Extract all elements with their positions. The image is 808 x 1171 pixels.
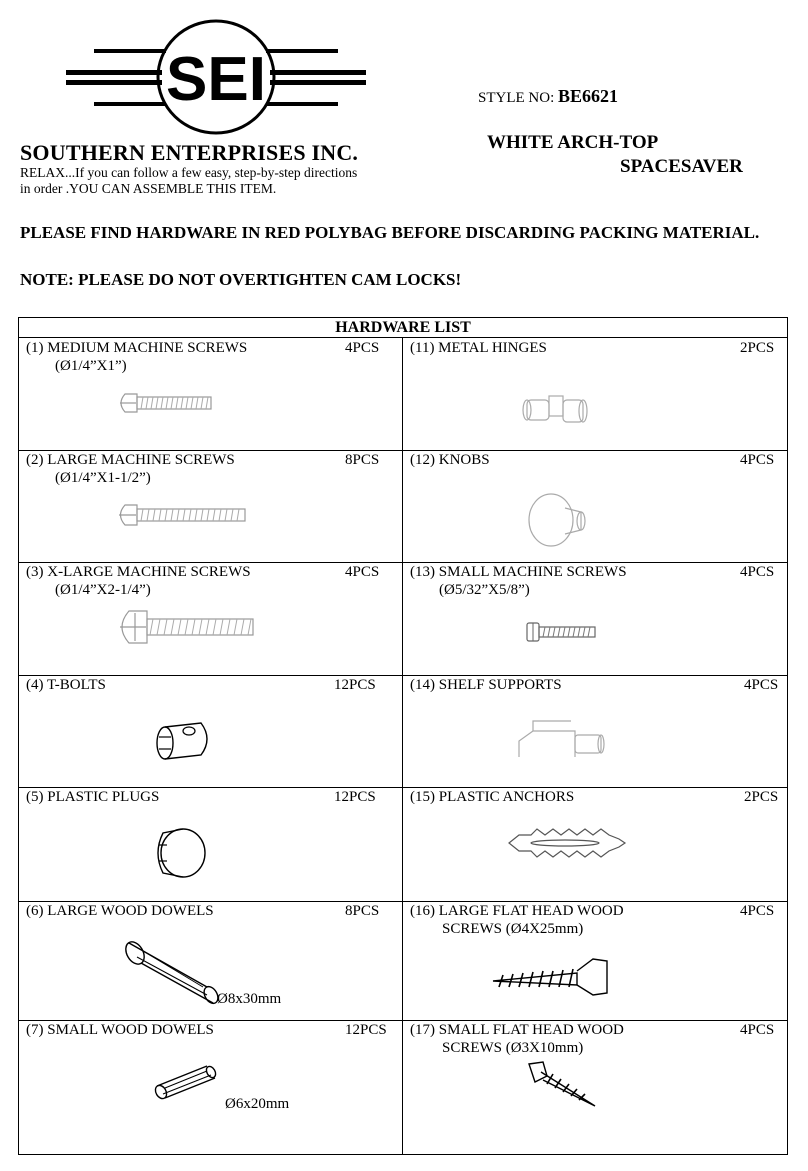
- hardware-item-11: (11) METAL HINGES 2PCS: [403, 338, 786, 450]
- large-flat-head-wood-screw-icon: [489, 957, 613, 997]
- hardware-list-title: HARDWARE LIST: [19, 318, 787, 338]
- hardware-item-7: (7) SMALL WOOD DOWELS 12PCS Ø6x20mm: [26, 1022, 387, 1112]
- medium-machine-screw-icon: [115, 388, 225, 418]
- hardware-item-4: (4) T-BOLTS 12PCS: [19, 675, 402, 787]
- hardware-item-15: (15) PLASTIC ANCHORS 2PCS: [403, 787, 786, 899]
- company-name: SOUTHERN ENTERPRISES INC.: [20, 140, 359, 165]
- hardware-item-16: (16) LARGE FLAT HEAD WOOD 4PCS SCREWS (Ø4X25mm): [403, 901, 786, 1020]
- svg-text:SEI: SEI: [166, 45, 266, 114]
- large-machine-screw-icon: [115, 500, 255, 530]
- hardware-item-3: (3) X-LARGE MACHINE SCREWS 4PCS (Ø1/4”X2-1/4”): [19, 562, 402, 674]
- t-bolt-icon: [151, 715, 221, 765]
- small-flat-head-wood-screw-icon: [523, 1060, 603, 1112]
- plastic-plug-icon: [149, 825, 209, 881]
- hardware-item-17: (17) SMALL FLAT HEAD WOOD 4PCS SCREWS (Ø3X10mm): [403, 1020, 786, 1155]
- hardware-item-2: (2) LARGE MACHINE SCREWS 8PCS (Ø1/4”X1-1/2”): [19, 450, 402, 562]
- x-large-machine-screw-icon: [115, 607, 265, 647]
- hardware-item-5: (5) PLASTIC PLUGS 12PCS: [19, 787, 402, 899]
- hardware-notice: PLEASE FIND HARDWARE IN RED POLYBAG BEFORE DISCARDING PACKING MATERIAL.: [20, 223, 760, 242]
- hardware-item-1: (1) MEDIUM MACHINE SCREWS 4PCS (Ø1/4”X1”): [19, 338, 402, 450]
- large-wood-dowel-icon: [123, 937, 223, 1007]
- hardware-list-table: [18, 317, 788, 1155]
- metal-hinge-icon: [513, 386, 593, 436]
- cam-lock-note: NOTE: PLEASE DO NOT OVERTIGHTEN CAM LOCKS!: [20, 270, 462, 289]
- product-title-line2: SPACESAVER: [620, 156, 743, 177]
- plastic-anchor-icon: [505, 823, 631, 863]
- knob-icon: [525, 490, 595, 550]
- hardware-item-13: (13) SMALL MACHINE SCREWS 4PCS (Ø5/32”X5/8”): [403, 562, 786, 674]
- sei-logo: [66, 18, 366, 136]
- product-title-line1: WHITE ARCH-TOP: [487, 132, 659, 153]
- shelf-support-icon: [515, 711, 615, 767]
- style-number: STYLE NO: BE6621: [478, 86, 619, 106]
- hardware-item-12: (12) KNOBS 4PCS: [403, 450, 786, 562]
- relax-note: RELAX...If you can follow a few easy, step-by-step directions in order .YOU CAN ASSEMBLE THIS ITEM.: [20, 165, 358, 196]
- small-machine-screw-icon: [523, 620, 603, 644]
- hardware-item-6: (6) LARGE WOOD DOWELS 8PCS Ø8x30mm: [26, 903, 380, 1007]
- hardware-item-14: (14) SHELF SUPPORTS 4PCS: [403, 675, 786, 787]
- small-wood-dowel-icon: [153, 1062, 223, 1102]
